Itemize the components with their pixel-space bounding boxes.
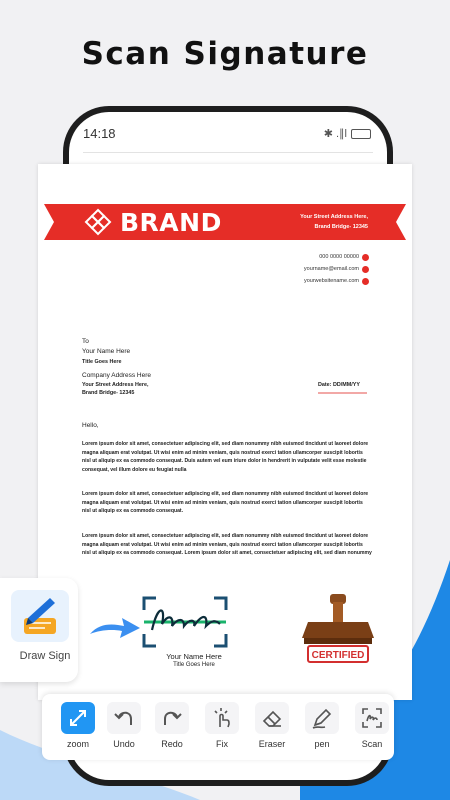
status-time: 14:18 [83,126,116,141]
greeting: Hello, [82,422,99,429]
scan-icon [355,702,389,734]
company-address2: Brand Bridge- 12345 [82,390,135,396]
redo-button[interactable] [150,702,194,756]
battery-icon [351,129,371,139]
company-name: Company Address Here [82,372,152,379]
certified-stamp-icon [298,594,378,664]
brand-address-line2: Brand Bridge- 12345 [314,224,368,230]
zoom-label: zoom [66,739,89,749]
stamp-text: CERTIFIED [311,650,365,661]
draw-sign-icon [11,590,69,642]
signer-name: Your Name Here [166,652,222,661]
draw-sign-button[interactable] [0,578,78,682]
recipient-title: Title Goes Here [82,359,122,365]
web-icon [362,278,369,285]
pen-icon [305,702,339,734]
contact-website-text: yourwebsitename.com [303,278,359,284]
email-icon [362,266,369,273]
headline: Scan Signature [81,36,369,72]
brand-name: BRAND [120,208,222,237]
eraser-button[interactable] [250,702,294,756]
contact-phone-text: 000 0000 00000 [319,254,359,260]
company-address1: Your Street Address Here, [82,382,149,388]
undo-button[interactable] [102,702,146,756]
redo-label: Redo [161,739,183,749]
recipient-name: Your Name Here [82,348,131,355]
scan-label: Scan [361,739,383,749]
status-bar [69,124,387,146]
contact-website [304,277,369,285]
arrow-right-icon [86,608,142,644]
paragraph-1: Lorem ipsum dolor sit amet, consectetuer adipiscing elit, sed diam nonummy nibh euismod tincidunt ut laoreet dolore magna aliquam erat volutpat. Ut wisi enim ad minim veniam, quis nostrud exerci tation ullamcorper suscipit lobortis nisl ut aliquip ex ea commodo consequat. Duis autem vel eum iriure dolor in hendrerit in vulputate velit esse molestie consequat, vel illum dolore eu feugiat nulla [82,441,369,473]
brand-address-line1: Your Street Address Here, [300,214,368,220]
redo-icon [155,702,189,734]
bottom-toolbar [42,694,394,760]
letter-to: To [82,338,89,345]
signer-title: Title Goes Here [173,662,215,668]
undo-label: Undo [113,739,135,749]
paragraph-3: Lorem ipsum dolor sit amet, consectetuer adipiscing elit, sed diam nonummy nibh euismod tincidunt ut laoreet dolore magna aliquam erat volutpat. Ut wisi enim ad minim veniam, quis nostrud exerci tation ullamcorper suscipit lobortis nisl ut aliquip ex ea commodo consequat. Lorem ipsum dolor sit amet, consectetuer adipiscing elit, sed diam nonummy [82,533,372,556]
pen-button[interactable] [300,702,344,756]
phone-icon [362,254,369,261]
letter-date: Date: DD/MM/YY [318,382,360,388]
contact-email [304,265,369,273]
status-icons [324,127,371,140]
fix-label: Fix [216,739,228,749]
zoom-icon [61,702,95,734]
pen-label: pen [314,739,330,749]
status-signal-icon: ✱ .∥l [323,128,347,140]
fix-button[interactable] [200,702,244,756]
contact-email-text: yourname@email.com [303,266,359,272]
contact-phone [319,253,369,261]
fix-icon [205,702,239,734]
signature-scan-icon [142,596,228,648]
brand-logo-icon [82,207,114,237]
paragraph-2: Lorem ipsum dolor sit amet, consectetuer adipiscing elit, sed diam nonummy nibh euismod tincidunt ut laoreet dolore magna aliquam erat volutpat. Ut wisi enim ad minim veniam, quis nostrud exerci tation ullamcorper suscipit lobortis nisl ut aliquip ex ea commodo consequat. [82,491,369,514]
draw-sign-label: Draw Sign [19,650,71,662]
date-underline [318,392,367,394]
undo-icon [107,702,141,734]
divider [83,152,373,153]
eraser-icon [255,702,289,734]
scan-button[interactable] [350,702,394,756]
eraser-label: Eraser [258,739,286,749]
zoom-button[interactable] [56,702,100,756]
